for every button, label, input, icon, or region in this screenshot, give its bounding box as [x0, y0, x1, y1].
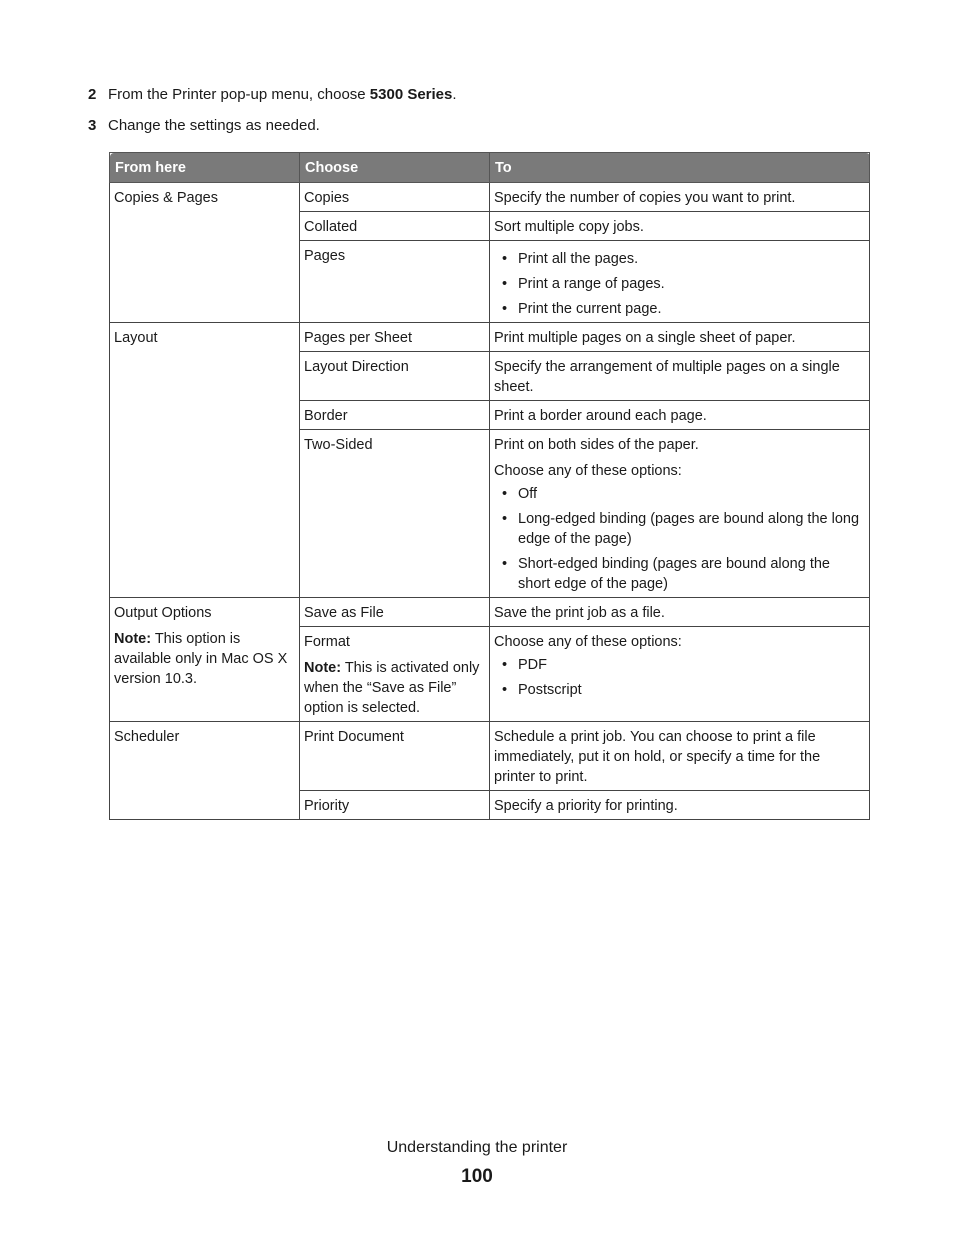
- choose-save-as-file: Save as File: [300, 598, 490, 627]
- choose-pages-per-sheet: Pages per Sheet: [300, 323, 490, 352]
- bullet-list: [494, 655, 864, 700]
- from-output-options: [110, 598, 300, 722]
- from-layout: Layout: [110, 323, 300, 598]
- step-2: [88, 85, 457, 105]
- table-row: [110, 323, 870, 352]
- list-item: • Short-edged binding (pages are bound along the short edge of the page): [502, 556, 830, 592]
- bullet-list: [494, 484, 864, 594]
- from-scheduler: Scheduler: [110, 722, 300, 820]
- page-number: 100: [461, 1166, 493, 1187]
- header-from-here: From here: [110, 153, 300, 183]
- step-text: From the Printer pop-up menu, choose: [108, 86, 370, 103]
- list-item: • Long-edged binding (pages are bound along the long edge of the page): [502, 511, 860, 547]
- choose-layout-direction: Layout Direction: [300, 352, 490, 401]
- format-label: Format: [304, 634, 350, 650]
- choose-collated: Collated: [300, 212, 490, 241]
- step-3: [88, 116, 320, 136]
- to-layout-direction: Specify the arrangement of multiple pages on a single sheet.: [490, 352, 870, 401]
- settings-table: [109, 152, 870, 820]
- to-priority: Specify a priority for printing.: [490, 791, 870, 820]
- bullet-icon: •: [502, 276, 508, 292]
- to-format: [490, 627, 870, 722]
- choose-print-document: Print Document: [300, 722, 490, 791]
- list-item: • Off: [502, 486, 538, 502]
- list-item: • Postscript: [502, 682, 582, 698]
- to-copies: Specify the number of copies you want to print.: [490, 183, 870, 212]
- bullet-icon: •: [502, 556, 508, 572]
- table-row: [110, 722, 870, 791]
- step-text: Change the settings as needed.: [108, 117, 320, 134]
- output-options-note: Note: This option is available only in Mac OS X version 10.3.: [114, 631, 288, 687]
- choose-format: [300, 627, 490, 722]
- choose-two-sided: Two-Sided: [300, 430, 490, 598]
- to-save-as-file: Save the print job as a file.: [490, 598, 870, 627]
- choose-copies: Copies: [300, 183, 490, 212]
- to-print-document: Schedule a print job. You can choose to print a file immediately, put it on hold, or specify a time for the printer to print.: [490, 722, 870, 791]
- step-number: 3: [88, 117, 97, 134]
- from-copies-pages: Copies & Pages: [110, 183, 300, 323]
- bullet-list: [494, 249, 864, 319]
- to-border: Print a border around each page.: [490, 401, 870, 430]
- two-sided-line-1: Print on both sides of the paper.: [494, 437, 699, 453]
- footer-section-title: Understanding the printer: [386, 1139, 568, 1156]
- table-row: [110, 183, 870, 212]
- table-header-row: [110, 153, 870, 183]
- bullet-icon: •: [502, 511, 508, 527]
- list-item: • Print the current page.: [502, 301, 662, 317]
- bullet-icon: •: [502, 657, 508, 673]
- to-pages: [490, 241, 870, 323]
- step-bold-text: 5300 Series: [369, 86, 453, 103]
- bullet-icon: •: [502, 251, 508, 267]
- output-options-label: Output Options: [114, 605, 212, 621]
- bullet-icon: •: [502, 682, 508, 698]
- choose-pages: Pages: [300, 241, 490, 323]
- to-two-sided: [490, 430, 870, 598]
- to-collated: Sort multiple copy jobs.: [490, 212, 870, 241]
- format-to-text: Choose any of these options:: [494, 634, 682, 650]
- table-row: [110, 598, 870, 627]
- list-item: • PDF: [502, 657, 547, 673]
- list-item: • Print all the pages.: [502, 251, 639, 267]
- to-pages-per-sheet: Print multiple pages on a single sheet of paper.: [490, 323, 870, 352]
- bullet-icon: •: [502, 301, 508, 317]
- header-choose: Choose: [300, 153, 490, 183]
- choose-priority: Priority: [300, 791, 490, 820]
- step-text-end: .: [452, 86, 457, 103]
- two-sided-line-2: Choose any of these options:: [494, 463, 682, 479]
- choose-border: Border: [300, 401, 490, 430]
- format-note: Note: This is activated only when the “Save as File” option is selected.: [304, 660, 480, 716]
- list-item: • Print a range of pages.: [502, 276, 665, 292]
- bullet-icon: •: [502, 486, 508, 502]
- header-to: To: [490, 153, 870, 183]
- step-number: 2: [88, 86, 97, 103]
